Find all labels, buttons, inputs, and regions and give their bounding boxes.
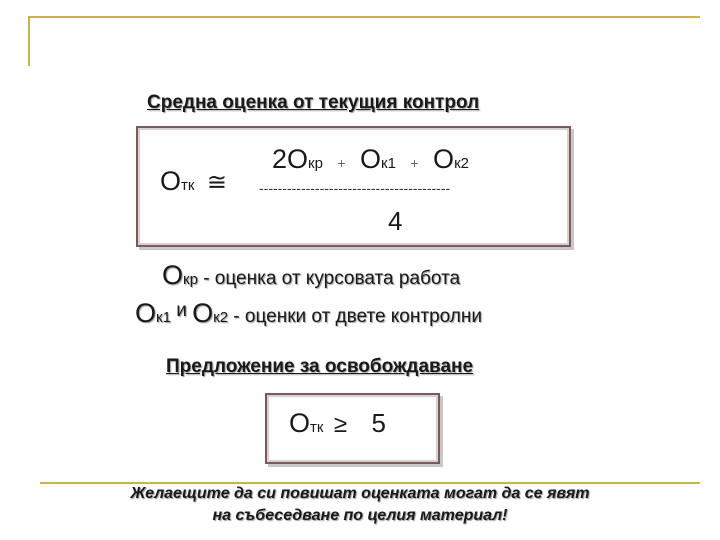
- def2-and: и: [176, 300, 187, 321]
- def2-sub2: к2: [213, 309, 229, 326]
- plus-sign-2: +: [410, 155, 419, 171]
- lhs-main: О: [160, 166, 182, 196]
- geq-sign: ≥: [333, 411, 348, 438]
- def1-main: О: [162, 260, 184, 290]
- condition-main: О: [289, 408, 311, 438]
- formula-lhs: [160, 166, 227, 197]
- exemption-heading: Предложение за освобождаване: [166, 356, 474, 377]
- def2-text: - оценки от двете контролни: [228, 306, 482, 327]
- approx-sign: ≅: [206, 169, 228, 196]
- bottom-divider: [40, 482, 700, 484]
- fraction-line: -----------------------------------------: [259, 180, 451, 196]
- footer-line-2: на събеседване по целия материал!: [212, 507, 508, 524]
- k1-sub: к1: [381, 155, 396, 172]
- average-grade-heading: Средна оценка от текущия контрол: [147, 92, 480, 113]
- denominator: 4: [388, 206, 403, 236]
- ok2-main: О: [433, 144, 455, 174]
- ok1-main: О: [360, 144, 382, 174]
- def2-main2: О: [192, 298, 214, 328]
- coef-term: 2О: [272, 144, 309, 174]
- formula-numerator: [272, 144, 469, 175]
- def1-text: - оценка от курсовата работа: [197, 268, 461, 289]
- def1-sub: кр: [183, 271, 198, 288]
- left-divider: [28, 16, 30, 66]
- condition-value: 5: [371, 408, 386, 438]
- definition-k: [135, 298, 482, 329]
- kr-sub: кр: [308, 155, 323, 172]
- k2-sub: к2: [454, 155, 469, 172]
- def2-sub1: к1: [156, 309, 171, 326]
- def2-main1: О: [135, 298, 157, 328]
- lhs-sub: тк: [181, 177, 195, 194]
- condition-sub: тк: [310, 419, 324, 436]
- top-divider: [28, 16, 700, 18]
- plus-sign-1: +: [337, 155, 346, 171]
- footer-line-1: Желаещите да си повишат оценката могат да се явят: [130, 485, 590, 502]
- definition-kr: [162, 260, 460, 291]
- condition-expression: [289, 408, 386, 439]
